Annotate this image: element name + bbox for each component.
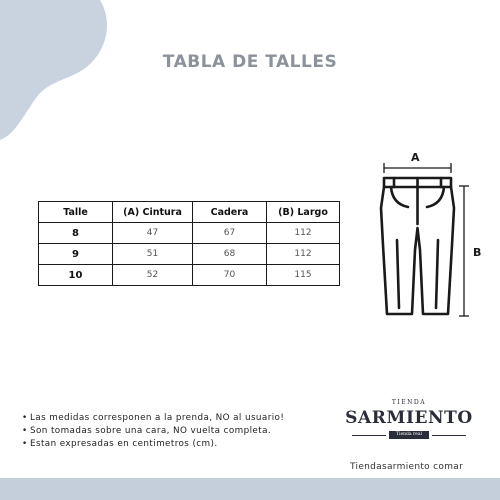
label-a: A xyxy=(411,151,420,164)
cell-cintura: 51 xyxy=(113,244,193,265)
cell-largo: 112 xyxy=(267,244,340,265)
cell-cadera: 67 xyxy=(193,223,267,244)
note-item: • Las medidas corresponen a la prenda, NO al usuario! xyxy=(22,412,284,425)
cell-largo: 115 xyxy=(267,265,340,286)
cell-cintura: 47 xyxy=(113,223,193,244)
cell-talle: 10 xyxy=(39,265,113,286)
header-largo: (B) Largo xyxy=(267,202,340,223)
table-header-row xyxy=(39,202,340,223)
cell-largo: 112 xyxy=(267,223,340,244)
logo-main-text: SARMIENTO xyxy=(345,408,473,428)
dimension-b xyxy=(459,186,469,316)
label-b: B xyxy=(473,246,482,259)
cell-cintura: 52 xyxy=(113,265,193,286)
logo-tag: Tienda real xyxy=(389,431,429,439)
logo-rule-left xyxy=(352,435,386,436)
header-cintura: (A) Cintura xyxy=(113,202,193,223)
note-item: • Son tomadas sobre una cara, NO vuelta completa. xyxy=(22,425,284,438)
cell-talle: 9 xyxy=(39,244,113,265)
pants-icon xyxy=(381,178,454,314)
logo-top-text: TIENDA xyxy=(391,399,427,406)
notes-list xyxy=(22,412,284,451)
header-cadera: Cadera xyxy=(193,202,267,223)
cell-cadera: 70 xyxy=(193,265,267,286)
pants-diagram xyxy=(370,150,490,325)
decorative-blob xyxy=(0,0,120,145)
website-text: Tiendasarmiento comar xyxy=(350,462,464,472)
cell-cadera: 68 xyxy=(193,244,267,265)
dimension-a xyxy=(384,163,451,173)
bottom-strip xyxy=(0,478,500,500)
table-row xyxy=(39,265,340,286)
size-table xyxy=(38,201,340,286)
note-item: • Estan expresadas en centimetros (cm). xyxy=(22,438,284,451)
table-row xyxy=(39,223,340,244)
cell-talle: 8 xyxy=(39,223,113,244)
header-talle: Talle xyxy=(39,202,113,223)
table-row xyxy=(39,244,340,265)
page-title: TABLA DE TALLES xyxy=(162,52,338,72)
logo-rule-right xyxy=(432,435,466,436)
